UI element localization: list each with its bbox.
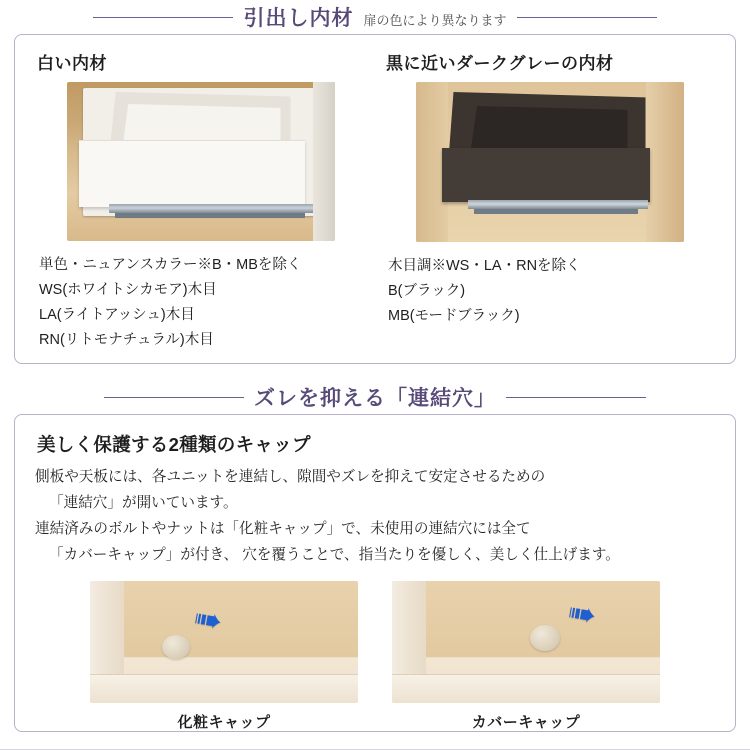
section-heading-connection-holes bbox=[14, 380, 736, 414]
drawer-rail-white bbox=[109, 204, 315, 213]
list-item: 木目調※WS・LA・RNを除く bbox=[388, 258, 581, 274]
cover-cap-photo bbox=[392, 581, 660, 703]
paragraph-line: 「カバーキャップ」が付き、 穴を覆うことで、指当たりを優しく、美しく仕上げます。 bbox=[49, 546, 620, 563]
paragraph-line: 側板や天板には、各ユニットを連結し、隙間やズレを抑えて安定させるための bbox=[35, 469, 546, 485]
list-item: B(ブラック) bbox=[388, 282, 466, 299]
heading-rule-left bbox=[93, 17, 233, 18]
section-connection-holes bbox=[14, 380, 736, 732]
heading-rule-right bbox=[517, 17, 657, 18]
cabinet-right-panel-dark bbox=[646, 82, 684, 242]
panel-drawer-interior bbox=[14, 34, 736, 364]
cap-item-cover bbox=[392, 581, 660, 732]
column-title-white: 白い内材 bbox=[37, 54, 107, 73]
list-item: LA(ライトアッシュ)木目 bbox=[39, 307, 195, 324]
section-note-drawer-interior: 扉の色により異なります bbox=[363, 12, 507, 28]
list-item: 単色・ニュアンスカラー※B・MBを除く bbox=[39, 257, 302, 274]
column-white-interior bbox=[35, 47, 366, 353]
cap-label-decorative: 化粧キャップ bbox=[177, 713, 271, 731]
cap-photo-group bbox=[35, 581, 715, 732]
cover-cap bbox=[530, 625, 560, 651]
arrow-icon: ➠ bbox=[190, 598, 226, 642]
drawer-front-dark bbox=[442, 148, 650, 202]
column-dark-interior bbox=[384, 47, 715, 353]
dark-gray-drawer-photo bbox=[416, 82, 684, 242]
list-item: MB(モードブラック) bbox=[388, 307, 520, 324]
subheading-caps: 美しく保護する2種類のキャップ bbox=[37, 434, 311, 455]
heading-rule-left-2 bbox=[104, 397, 244, 398]
paragraph-line: 「連結穴」が開いています。 bbox=[49, 494, 238, 511]
white-drawer-photo bbox=[67, 82, 335, 241]
column-title-dark: 黒に近いダークグレーの内材 bbox=[386, 54, 614, 73]
cabinet-side-white bbox=[313, 82, 335, 241]
drawer-rail-shadow-white bbox=[115, 213, 305, 218]
decorative-cap bbox=[162, 635, 190, 659]
drawer-front-white bbox=[79, 140, 305, 207]
decorative-cap-photo bbox=[90, 581, 358, 703]
paragraph-line: 連結済みのボルトやナットは「化粧キャップ」で、未使用の連結穴には全て bbox=[35, 520, 531, 537]
heading-rule-right-2 bbox=[506, 397, 646, 398]
section-title-drawer-interior: 引出し内材 bbox=[243, 7, 354, 30]
arrow-icon: ➠ bbox=[564, 592, 600, 636]
drawer-rail-dark bbox=[468, 200, 648, 209]
cap-item-decorative bbox=[90, 581, 358, 732]
caption-list-dark bbox=[384, 254, 715, 329]
panel-connection-holes bbox=[14, 414, 736, 732]
body-text-caps bbox=[35, 465, 715, 569]
cap-label-cover: カバーキャップ bbox=[471, 713, 581, 731]
caption-list-white bbox=[35, 253, 366, 353]
section-heading-drawer-interior bbox=[14, 0, 736, 34]
shelf-surface bbox=[392, 674, 660, 703]
shelf-surface bbox=[90, 674, 358, 703]
drawer-rail-shadow-dark bbox=[474, 209, 638, 214]
section-title-connection-holes: ズレを抑える「連結穴」 bbox=[254, 387, 496, 410]
list-item: WS(ホワイトシカモア)木目 bbox=[39, 282, 217, 299]
list-item: RN(リトモナチュラル)木目 bbox=[39, 332, 214, 349]
